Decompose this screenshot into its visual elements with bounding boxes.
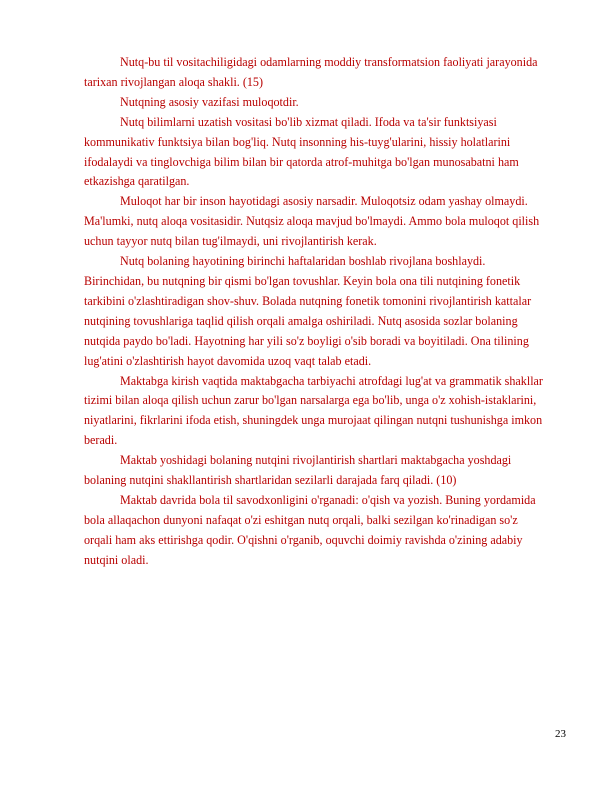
paragraph-school-age: Maktab yoshidagi bolaning nutqini rivojlantirish shartlari maktabgacha yoshdagi bolaning nutqini shakllantirish shartlaridan sezilarli darajada farq qiladi. (10)	[84, 453, 512, 488]
paragraph-main-function: Nutqning asosiy vazifasi muloqotdir.	[120, 94, 299, 109]
document-body	[84, 53, 544, 571]
paragraph-literacy: Maktab davrida bola til savodxonligini o'rganadi: o'qish va yozish. Buning yordamida bola allaqachon dunyoni nafaqat o'zi eshitgan nutq orqali, balki sezilgan ko'rinadigan so'z orqali ham aks ettirishga qodir. O'qishni o'rganib, oquvchi doimiy ravishda o'zining adabiy nutqini oladi.	[84, 492, 536, 567]
paragraph-speech-development: Nutq bolaning hayotining birinchi haftalaridan boshlab rivojlana boshlaydi. Birinchidan, bu nutqning bir qismi bo'lgan tovushlar. Keyin bola ona tili nutqining fonetik tarkibini o'zlashtiradigan shov-shuv. Bolada nutqning fonetik tomonini rivojlantirish kattalar nutqining tovushlariga taqlid qilish orqali amalga oshiriladi. Nutq asosida sozlar bolaning nutqida paydo bo'ladi. Hayotning har yili so'z boyligi o'sib boradi va boyitiladi. Ona tilining lug'atini o'zlashtirish hayot davomida uzoq vaqt talab etadi.	[84, 254, 532, 368]
page-number: 23	[555, 728, 566, 740]
paragraph-school-entry: Maktabga kirish vaqtida maktabgacha tarbiyachi atrofdagi lug'at va grammatik shakllar tizimi bilan aloqa qilish uchun zarur bo'lgan narsalarga ega bo'lib, unga o'z xohish-istaklarini, niyatlarini, fikrlarini ifoda etish, shuningdek unga murojaat qilingan nutqni tushunishga imkon beradi.	[84, 373, 543, 448]
paragraph-knowledge-transfer: Nutq bilimlarni uzatish vositasi bo'lib xizmat qiladi. Ifoda va ta'sir funktsiyasi kommunikativ funktsiya bilan bog'liq. Nutq insonning his-tuyg'ularini, hissiy holatlarini ifodalaydi va tinglovchiga bilim bilan bir qatorda atrof-muhitga bo'lgan munosabatni ham etkazishga qaratilgan.	[84, 114, 519, 189]
paragraph-communication: Muloqot har bir inson hayotidagi asosiy narsadir. Muloqotsiz odam yashay olmaydi. Ma'lumki, nutq aloqa vositasidir. Nutqsiz aloqa mavjud bo'lmaydi. Ammo bola muloqot qilish uchun tayyor nutq bilan tug'ilmaydi, uni rivojlantirish kerak.	[84, 194, 540, 249]
paragraph-speech-definition: Nutq-bu til vositachiligidagi odamlarning moddiy transformatsion faoliyati jarayonida tarixan rivojlangan aloqa shakli. (15)	[84, 55, 538, 89]
